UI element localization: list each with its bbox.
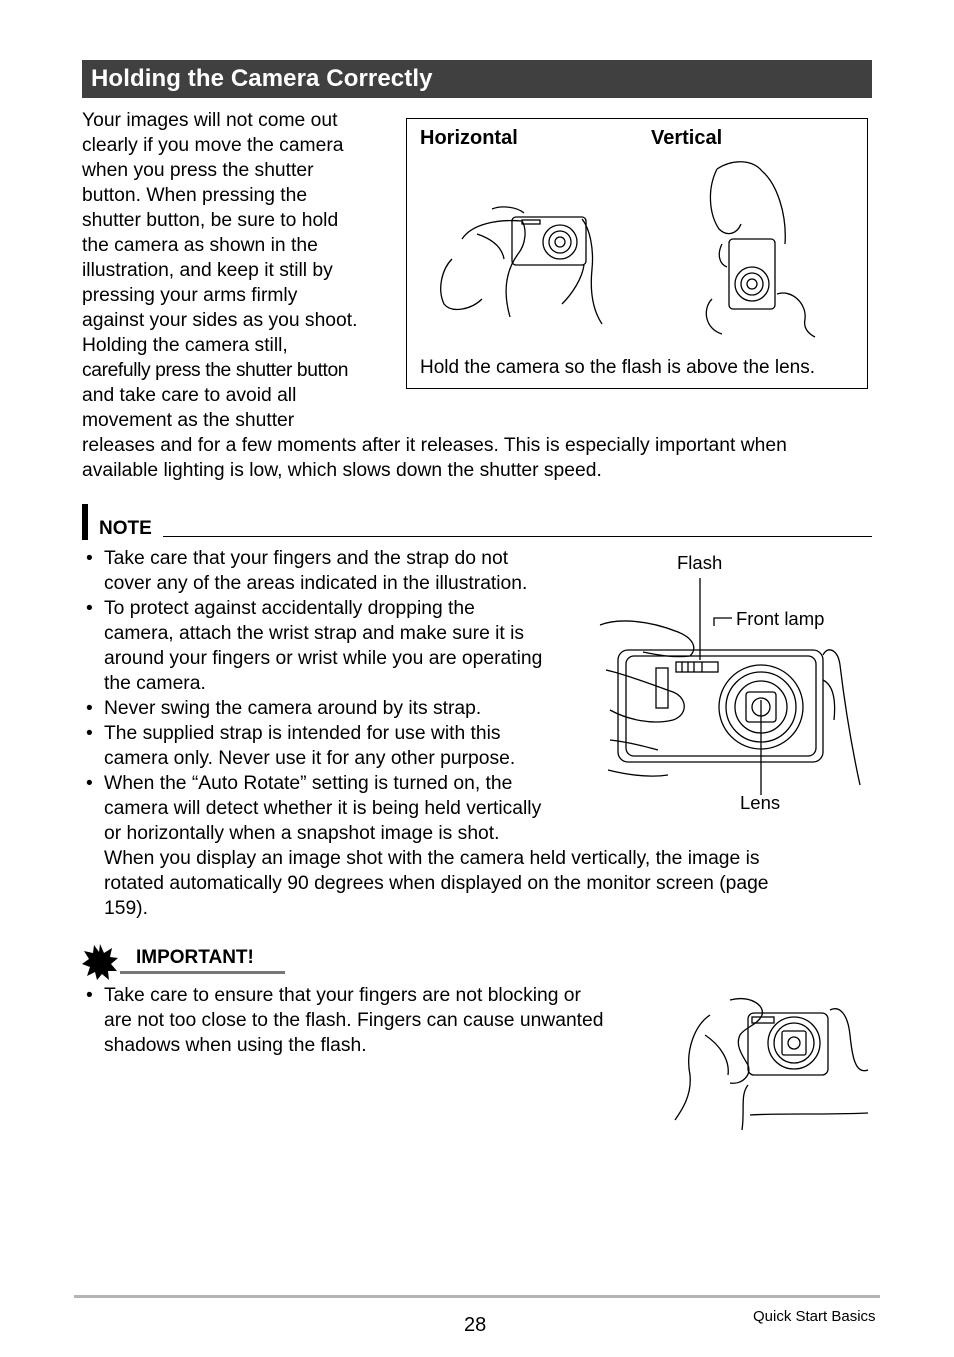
lens-label: Lens	[740, 792, 781, 813]
holding-figure-box	[406, 118, 868, 389]
intro-line: and take care to avoid all	[82, 385, 297, 406]
intro-line: Your images will not come out	[82, 110, 338, 131]
list-item: • When the “Auto Rotate” setting is turned on, the camera will detect whether it is being held vertically or horizontally when a snapshot image is shot.	[86, 773, 542, 844]
page-title: Holding the Camera Correctly	[91, 65, 433, 92]
important-bullet-list	[82, 983, 662, 1058]
intro-paragraph	[82, 108, 392, 433]
important-rule	[120, 971, 285, 974]
camera-parts-diagram	[598, 570, 868, 790]
list-item: • Take care that your fingers and the strap do not cover any of the areas indicated in the illustration.	[86, 548, 528, 594]
horizontal-hold-illustration	[432, 199, 632, 329]
bullet-dot: •	[86, 773, 93, 794]
bullet-dot: •	[86, 723, 93, 744]
intro-line: available lighting is low, which slows down the shutter speed.	[82, 460, 602, 481]
note-rule	[163, 536, 872, 537]
list-item: • Take care to ensure that your fingers are not blocking or are not too close to the flash. Fingers can cause unwanted shadows when using the flash.	[86, 985, 604, 1056]
intro-line: against your sides as you shoot.	[82, 310, 358, 331]
page-number: 28	[464, 1314, 487, 1336]
intro-paragraph-continued	[82, 433, 882, 483]
front-lamp-label: Front lamp	[736, 608, 825, 629]
intro-line: movement as the shutter	[82, 410, 295, 431]
intro-line: Holding the camera still,	[82, 335, 288, 356]
figure-caption: Hold the camera so the flash is above the lens.	[420, 357, 816, 378]
bullet-dot: •	[86, 598, 93, 619]
bullet-dot: •	[86, 548, 93, 569]
flash-label: Flash	[677, 552, 723, 573]
intro-line: carefully press the shutter button	[82, 360, 349, 381]
section-title-bar	[82, 60, 872, 98]
intro-line: when you press the shutter	[82, 160, 314, 181]
intro-line: pressing your arms firmly	[82, 285, 298, 306]
vertical-hold-illustration	[697, 159, 837, 339]
note-continuation: When you display an image shot with the camera held vertically, the image is rotated automatically 90 degrees when displayed on the monitor screen (page 159).	[104, 848, 769, 919]
footer-section-name: Quick Start Basics	[753, 1308, 876, 1325]
intro-line: button. When pressing the	[82, 185, 308, 206]
intro-line: illustration, and keep it still by	[82, 260, 333, 281]
important-label: IMPORTANT!	[136, 947, 254, 968]
list-item: • To protect against accidentally dropping the camera, attach the wrist strap and make sure it is around your fingers or wrist while you are operating the camera.	[86, 598, 543, 694]
list-item: • The supplied strap is intended for use with this camera only. Never use it for any other purpose.	[86, 723, 516, 769]
finger-near-flash-illustration	[670, 995, 870, 1135]
note-bullet-list	[82, 546, 592, 846]
footer-rule	[74, 1295, 880, 1298]
horizontal-label: Horizontal	[420, 127, 518, 149]
intro-line: shutter button, be sure to hold	[82, 210, 339, 231]
list-item: • Never swing the camera around by its strap.	[86, 698, 482, 719]
intro-line: the camera as shown in the	[82, 235, 318, 256]
bullet-dot: •	[86, 698, 93, 719]
note-label: NOTE	[99, 518, 152, 539]
note-marker-bar	[82, 504, 88, 540]
vertical-label: Vertical	[651, 127, 723, 149]
starburst-icon	[80, 942, 120, 982]
bullet-dot: •	[86, 985, 93, 1006]
intro-line: clearly if you move the camera	[82, 135, 344, 156]
intro-line: releases and for a few moments after it releases. This is especially important when	[82, 435, 787, 456]
